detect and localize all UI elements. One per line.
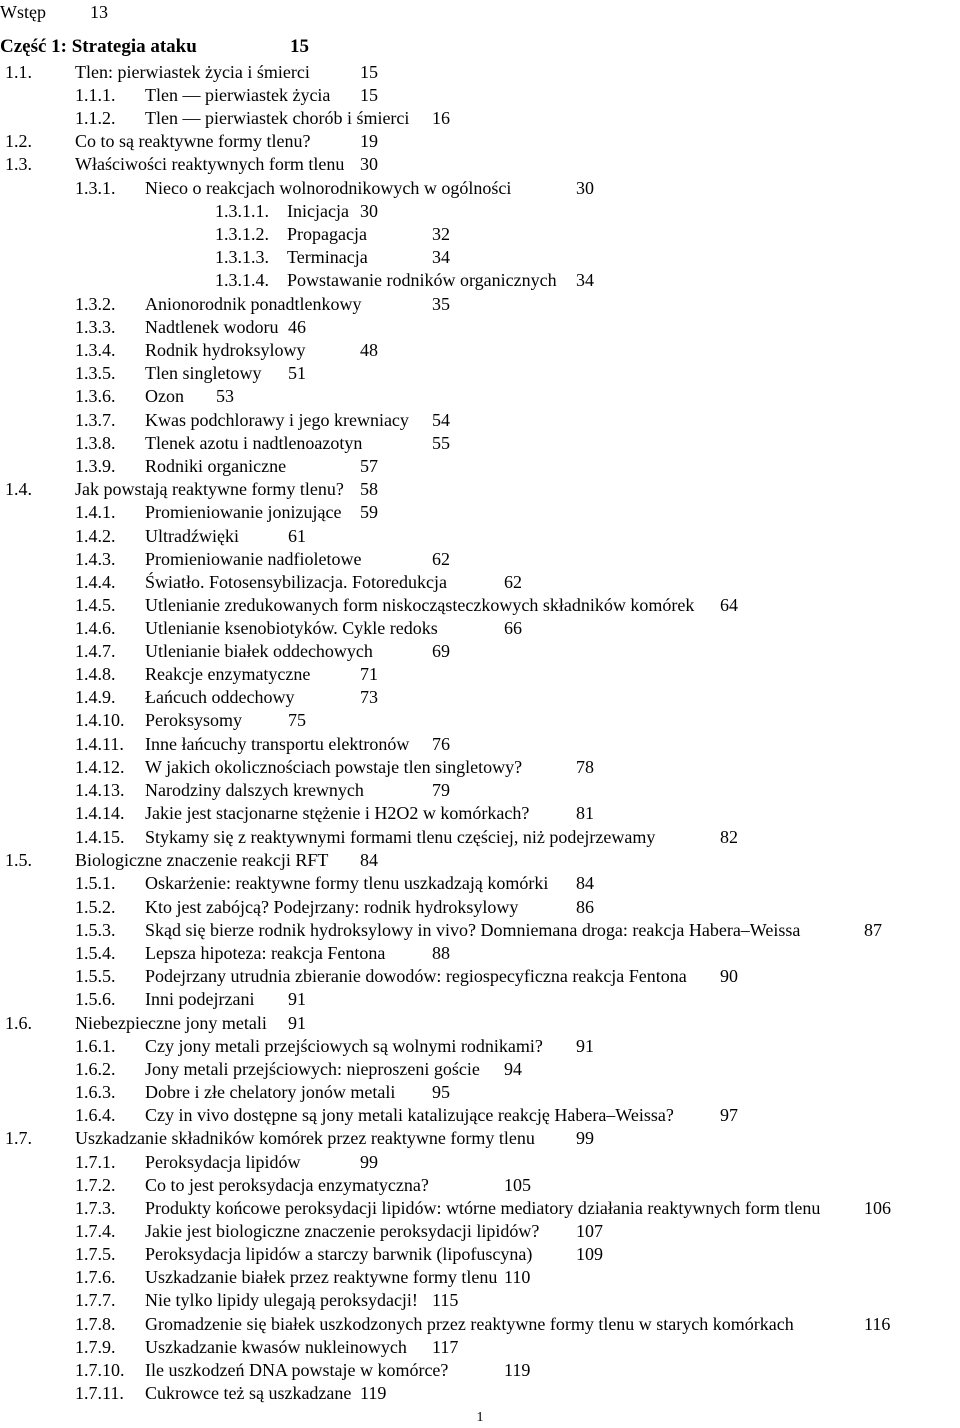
toc-entry-number: 1.5.: [5, 850, 32, 870]
toc-entry-number: 1.3.3.: [75, 317, 116, 337]
toc-entry-page: 95: [432, 1082, 450, 1102]
toc-entry-number: 1.7.3.: [75, 1198, 116, 1218]
toc-entry-title: Gromadzenie się białek uszkodzonych przez reaktywne formy tlenu w starych komórkach: [145, 1314, 794, 1334]
toc-entry-page: 76: [432, 734, 450, 754]
toc-entry-number: 1.1.: [5, 62, 32, 82]
toc-entry-page: 55: [432, 433, 450, 453]
toc-entry: [0, 641, 960, 661]
toc-entry-title: Nie tylko lipidy ulegają peroksydacji!: [145, 1290, 418, 1310]
toc-entry-number: 1.5.3.: [75, 920, 116, 940]
toc-entry: [0, 270, 960, 290]
toc-entry-page: 69: [432, 641, 450, 661]
toc-entry: [0, 1337, 960, 1357]
toc-entry-title: Tlen — pierwiastek chorób i śmierci: [145, 108, 410, 128]
toc-entry-number: 1.6.2.: [75, 1059, 116, 1079]
toc-entry-title: Jak powstają reaktywne formy tlenu?: [75, 479, 344, 499]
toc-entry-title: Ozon: [145, 386, 184, 406]
toc-entry-title: Jakie jest stacjonarne stężenie i H2O2 w komórkach?: [145, 803, 530, 823]
toc-entry-page: 94: [504, 1059, 522, 1079]
toc-entry-title: Inne łańcuchy transportu elektronów: [145, 734, 410, 754]
toc-entry-page: 57: [360, 456, 378, 476]
toc-entry: [0, 572, 960, 592]
toc-entry-title: Reakcje enzymatyczne: [145, 664, 311, 684]
toc-entry-number: 1.4.14.: [75, 803, 125, 823]
toc-entry: [0, 966, 960, 986]
toc-entry-title: Powstawanie rodników organicznych: [287, 270, 557, 290]
toc-entry-page: 117: [432, 1337, 459, 1357]
toc-entry: [0, 734, 960, 754]
toc-entry-page: 66: [504, 618, 522, 638]
toc-entry-title: Łańcuch oddechowy: [145, 687, 295, 707]
toc-entry-number: 1.4.1.: [75, 502, 116, 522]
toc-entry-number: 1.3.: [5, 154, 32, 174]
toc-entry-page: 30: [576, 178, 594, 198]
toc-entry-page: 62: [504, 572, 522, 592]
toc-entry-title: Czy jony metali przejściowych są wolnymi rodnikami?: [145, 1036, 543, 1056]
toc-entry: [0, 340, 960, 360]
toc-entry: [0, 897, 960, 917]
toc-entry-page: 97: [720, 1105, 738, 1125]
toc-entry: [0, 247, 960, 267]
toc-entry-number: 1.3.1.3.: [215, 247, 269, 267]
toc-entry: [0, 62, 960, 82]
toc-entry-title: Utlenianie białek oddechowych: [145, 641, 373, 661]
toc-entry-page: 109: [576, 1244, 603, 1264]
toc-entry-number: 1.3.2.: [75, 294, 116, 314]
toc-entry-number: 1.7.2.: [75, 1175, 116, 1195]
toc-entry: [0, 1198, 960, 1218]
toc-entry-number: 1.7.8.: [75, 1314, 116, 1334]
toc-entry: [0, 154, 960, 174]
toc-entry: [0, 2, 960, 22]
toc-entry: [0, 131, 960, 151]
toc-entry-number: 1.4.15.: [75, 827, 125, 847]
toc-entry-number: 1.4.10.: [75, 710, 125, 730]
toc-entry-title: Co to jest peroksydacja enzymatyczna?: [145, 1175, 429, 1195]
toc-entry-title: Tlen singletowy: [145, 363, 262, 383]
toc-entry-number: 1.3.1.2.: [215, 224, 269, 244]
toc-entry-page: 13: [90, 2, 108, 22]
toc-entry: [0, 433, 960, 453]
toc-entry-title: Podejrzany utrudnia zbieranie dowodów: regiospecyficzna reakcja Fentona: [145, 966, 687, 986]
toc-entry-title: Produkty końcowe peroksydacji lipidów: wtórne mediatory działania reaktywnych form tlenu: [145, 1198, 821, 1218]
toc-entry-number: 1.3.7.: [75, 410, 116, 430]
toc-entry-page: 91: [288, 989, 306, 1009]
toc-entry: [0, 1267, 960, 1287]
toc-entry-title: Właściwości reaktywnych form tlenu: [75, 154, 345, 174]
toc-entry-title: Dobre i złe chelatory jonów metali: [145, 1082, 396, 1102]
toc-entry-number: 1.4.: [5, 479, 32, 499]
toc-entry-number: 1.4.13.: [75, 780, 125, 800]
toc-entry-number: 1.4.4.: [75, 572, 116, 592]
toc-entry-page: 75: [288, 710, 306, 730]
toc-entry-title: Tlen: pierwiastek życia i śmierci: [75, 62, 310, 82]
toc-entry-title: Utlenianie ksenobiotyków. Cykle redoks: [145, 618, 438, 638]
toc-entry-number: 1.1.1.: [75, 85, 116, 105]
toc-entry-number: 1.7.7.: [75, 1290, 116, 1310]
toc-entry: [0, 1175, 960, 1195]
toc-entry-number: 1.7.9.: [75, 1337, 116, 1357]
toc-entry-page: 16: [432, 108, 450, 128]
toc-entry-page: 48: [360, 340, 378, 360]
toc-entry: [0, 803, 960, 823]
toc-entry: [0, 363, 960, 383]
toc-entry: [0, 618, 960, 638]
toc-entry-page: 54: [432, 410, 450, 430]
toc-entry-page: 15: [360, 85, 378, 105]
toc-entry: [0, 757, 960, 777]
toc-entry-title: Peroksydacja lipidów a starczy barwnik (lipofuscyna): [145, 1244, 533, 1264]
toc-entry-number: 1.7.5.: [75, 1244, 116, 1264]
toc-entry-number: 1.3.9.: [75, 456, 116, 476]
toc-entry-number: 1.7.11.: [75, 1383, 124, 1403]
toc-entry: [0, 1244, 960, 1264]
toc-entry-page: 82: [720, 827, 738, 847]
toc-entry-page: 99: [360, 1152, 378, 1172]
toc-entry-number: 1.5.4.: [75, 943, 116, 963]
toc-entry: [0, 1036, 960, 1056]
toc-entry-number: 1.6.4.: [75, 1105, 116, 1125]
toc-entry-number: 1.4.7.: [75, 641, 116, 661]
toc-entry-title: Propagacja: [287, 224, 367, 244]
toc-entry-title: Co to są reaktywne formy tlenu?: [75, 131, 311, 151]
toc-entry-page: 87: [864, 920, 882, 940]
toc-entry-number: 1.4.6.: [75, 618, 116, 638]
toc-entry-title: W jakich okolicznościach powstaje tlen singletowy?: [145, 757, 523, 777]
toc-entry-title: Lepsza hipoteza: reakcja Fentona: [145, 943, 386, 963]
toc-entry-title: Jakie jest biologiczne znaczenie peroksydacji lipidów?: [145, 1221, 540, 1241]
toc-entry-title: Niebezpieczne jony metali: [75, 1013, 267, 1033]
toc-entry-number: 1.3.1.1.: [215, 201, 269, 221]
toc-entry-page: 106: [864, 1198, 891, 1218]
toc-entry-page: 71: [360, 664, 378, 684]
toc-entry-page: 81: [576, 803, 594, 823]
toc-entry-page: 90: [720, 966, 738, 986]
toc-entry-page: 99: [576, 1128, 594, 1148]
toc-entry-page: 91: [288, 1013, 306, 1033]
toc-entry-title: Ile uszkodzeń DNA powstaje w komórce?: [145, 1360, 449, 1380]
toc-entry-title: Inni podejrzani: [145, 989, 255, 1009]
toc-entry: [0, 549, 960, 569]
toc-entry-number: 1.3.6.: [75, 386, 116, 406]
toc-entry-number: 1.7.: [5, 1128, 32, 1148]
toc-entry-title: Peroksysomy: [145, 710, 243, 730]
toc-entry: [0, 595, 960, 615]
toc-entry-page: 53: [216, 386, 234, 406]
toc-entry-number: 1.5.6.: [75, 989, 116, 1009]
toc-entry-page: 86: [576, 897, 594, 917]
toc-entry-number: 1.5.5.: [75, 966, 116, 986]
toc-entry: [0, 502, 960, 522]
toc-entry: [0, 1360, 960, 1380]
toc-entry-page: 34: [432, 247, 450, 267]
toc-entry-page: 62: [432, 549, 450, 569]
toc-entry-page: 61: [288, 526, 306, 546]
toc-entry-page: 115: [432, 1290, 459, 1310]
toc-entry-title: Biologiczne znaczenie reakcji RFT: [75, 850, 329, 870]
toc-entry-number: 1.7.6.: [75, 1267, 116, 1287]
toc-entry-page: 110: [504, 1267, 531, 1287]
toc-entry-page: 84: [360, 850, 378, 870]
toc-entry-title: Czy in vivo dostępne są jony metali katalizujące reakcję Habera–Weissa?: [145, 1105, 674, 1125]
toc-entry: [0, 1383, 960, 1403]
toc-entry: [0, 1290, 960, 1310]
toc-entry-page: 119: [360, 1383, 387, 1403]
toc-entry-page: 19: [360, 131, 378, 151]
toc-entry-page: 119: [504, 1360, 531, 1380]
toc-entry: [0, 178, 960, 198]
toc-entry: [0, 108, 960, 128]
toc-entry-number: 1.3.8.: [75, 433, 116, 453]
toc-entry-title: Uszkadzanie kwasów nukleinowych: [145, 1337, 407, 1357]
toc-entry: [0, 827, 960, 847]
toc-entry-title: Anionorodnik ponadtlenkowy: [145, 294, 362, 314]
toc-entry-title: Kto jest zabójcą? Podejrzany: rodnik hydroksylowy: [145, 897, 519, 917]
toc-entry-number: Część 1: Strategia ataku: [0, 36, 197, 57]
toc-entry-title: Stykamy się z reaktywnymi formami tlenu częściej, niż podejrzewamy: [145, 827, 656, 847]
toc-entry-title: Światło. Fotosensybilizacja. Fotoredukcja: [145, 572, 447, 592]
toc-entry: [0, 850, 960, 870]
page-number: 1: [476, 1410, 484, 1425]
toc-entry: [0, 943, 960, 963]
toc-entry-number: 1.6.: [5, 1013, 32, 1033]
toc-entry: [0, 410, 960, 430]
toc-entry-title: Ultradźwięki: [145, 526, 239, 546]
toc-entry-number: 1.4.9.: [75, 687, 116, 707]
toc-entry: [0, 873, 960, 893]
toc-entry-title: Nieco o reakcjach wolnorodnikowych w ogólności: [145, 178, 512, 198]
toc-entry-page: 51: [288, 363, 306, 383]
toc-entry: [0, 1152, 960, 1172]
toc-entry-number: Wstęp: [0, 2, 46, 22]
toc-entry-number: 1.6.1.: [75, 1036, 116, 1056]
toc-entry-title: Oskarżenie: reaktywne formy tlenu uszkadzają komórki: [145, 873, 549, 893]
toc-entry-title: Uszkadzanie białek przez reaktywne formy tlenu: [145, 1267, 498, 1287]
toc-entry: [0, 37, 960, 57]
toc-entry-number: 1.5.1.: [75, 873, 116, 893]
toc-entry: [0, 526, 960, 546]
toc-entry-number: 1.5.2.: [75, 897, 116, 917]
toc-entry-page: 79: [432, 780, 450, 800]
toc-entry-number: 1.4.5.: [75, 595, 116, 615]
toc-entry: [0, 386, 960, 406]
toc-entry-title: Tlenek azotu i nadtlenoazotyn: [145, 433, 363, 453]
toc-entry-number: 1.3.1.4.: [215, 270, 269, 290]
toc-entry-number: 1.4.12.: [75, 757, 125, 777]
toc-entry-page: 88: [432, 943, 450, 963]
toc-entry-page: 15: [290, 36, 309, 57]
toc-entry: [0, 1013, 960, 1033]
toc-entry-title: Kwas podchlorawy i jego krewniacy: [145, 410, 409, 430]
toc-entry-title: Jony metali przejściowych: nieproszeni goście: [145, 1059, 480, 1079]
toc-entry-page: 64: [720, 595, 738, 615]
toc-entry-number: 1.1.2.: [75, 108, 116, 128]
toc-entry: [0, 85, 960, 105]
toc-entry: [0, 687, 960, 707]
toc-entry: [0, 201, 960, 221]
toc-entry-page: 32: [432, 224, 450, 244]
toc-entry-page: 35: [432, 294, 450, 314]
toc-entry: [0, 456, 960, 476]
toc-entry-page: 30: [360, 201, 378, 221]
toc-entry-page: 84: [576, 873, 594, 893]
toc-entry-page: 15: [360, 62, 378, 82]
toc-entry: [0, 780, 960, 800]
toc-entry-title: Tlen — pierwiastek życia: [145, 85, 331, 105]
toc-entry-title: Rodnik hydroksylowy: [145, 340, 306, 360]
toc-entry-number: 1.3.4.: [75, 340, 116, 360]
toc-entry: [0, 989, 960, 1009]
toc-entry: [0, 1128, 960, 1148]
toc-entry-title: Inicjacja: [287, 201, 349, 221]
toc-entry-title: Utlenianie zredukowanych form niskocząsteczkowych składników komórek: [145, 595, 695, 615]
toc-entry-number: 1.7.1.: [75, 1152, 116, 1172]
toc-entry: [0, 1105, 960, 1125]
toc-entry-number: 1.4.11.: [75, 734, 124, 754]
toc-entry-number: 1.4.2.: [75, 526, 116, 546]
toc-entry-number: 1.4.3.: [75, 549, 116, 569]
toc-entry-title: Uszkadzanie składników komórek przez reaktywne formy tlenu: [75, 1128, 535, 1148]
toc-entry-title: Skąd się bierze rodnik hydroksylowy in vivo? Domniemana droga: reakcja Habera–Weissa: [145, 920, 801, 940]
toc-entry-title: Peroksydacja lipidów: [145, 1152, 301, 1172]
toc-entry-title: Narodziny dalszych krewnych: [145, 780, 364, 800]
toc-entry: [0, 317, 960, 337]
toc-entry: [0, 1221, 960, 1241]
toc-entry-title: Promieniowanie nadfioletowe: [145, 549, 362, 569]
toc-entry-number: 1.3.1.: [75, 178, 116, 198]
toc-entry: [0, 479, 960, 499]
toc-entry-number: 1.7.10.: [75, 1360, 125, 1380]
toc-entry: [0, 664, 960, 684]
toc-entry-title: Terminacja: [287, 247, 368, 267]
toc-entry-number: 1.2.: [5, 131, 32, 151]
toc-entry: [0, 224, 960, 244]
toc-entry: [0, 1082, 960, 1102]
toc-entry-number: 1.4.8.: [75, 664, 116, 684]
toc-entry: [0, 294, 960, 314]
toc-entry-title: Nadtlenek wodoru: [145, 317, 279, 337]
toc-entry-page: 34: [576, 270, 594, 290]
toc-entry-page: 58: [360, 479, 378, 499]
toc-entry-page: 46: [288, 317, 306, 337]
toc-entry-page: 91: [576, 1036, 594, 1056]
toc-entry-page: 30: [360, 154, 378, 174]
toc-entry: [0, 920, 960, 940]
toc-entry-number: 1.7.4.: [75, 1221, 116, 1241]
toc-entry-page: 59: [360, 502, 378, 522]
toc-entry-page: 105: [504, 1175, 531, 1195]
toc-entry: [0, 1314, 960, 1334]
toc-entry-title: Cukrowce też są uszkadzane: [145, 1383, 352, 1403]
toc-entry-page: 116: [864, 1314, 891, 1334]
toc-entry: [0, 1059, 960, 1079]
toc-entry-number: 1.3.5.: [75, 363, 116, 383]
toc-entry-title: Rodniki organiczne: [145, 456, 287, 476]
toc-entry-page: 107: [576, 1221, 603, 1241]
toc-entry-page: 73: [360, 687, 378, 707]
toc-entry: [0, 710, 960, 730]
toc-entry-number: 1.6.3.: [75, 1082, 116, 1102]
toc-entry-title: Promieniowanie jonizujące: [145, 502, 342, 522]
toc-entry-page: 78: [576, 757, 594, 777]
